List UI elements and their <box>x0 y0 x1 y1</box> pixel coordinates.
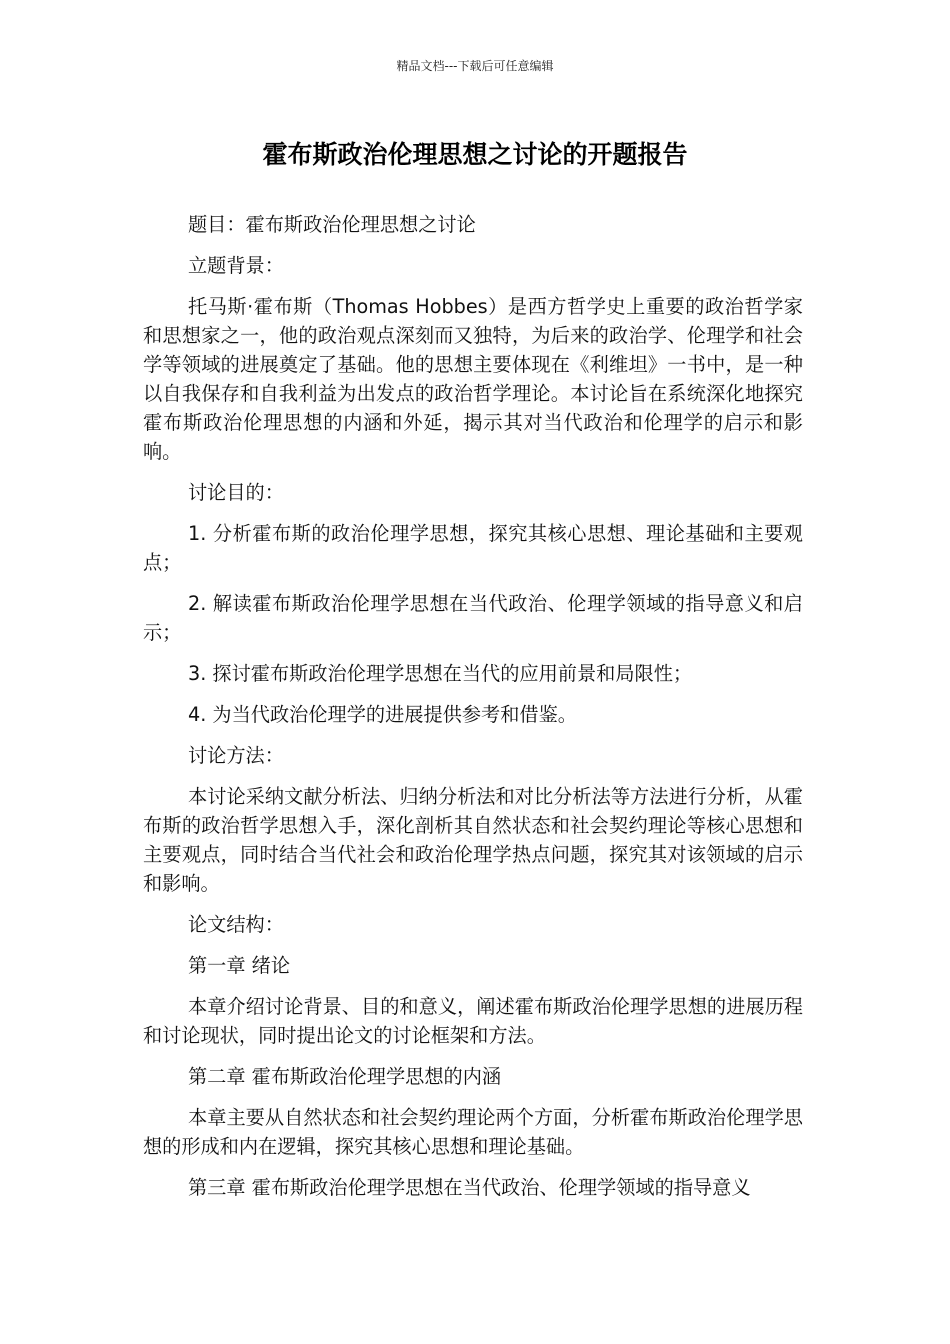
section-heading-background: 立题背景： <box>188 254 284 277</box>
topic-line: 题目：霍布斯政治伦理思想之讨论 <box>188 213 476 236</box>
objective-item-1: 1. 分析霍布斯的政治伦理学思想，探究其核心思想、理论基础和主要观点； <box>143 522 803 574</box>
section-heading-objectives: 讨论目的： <box>188 481 284 504</box>
objective-item-4: 4. 为当代政治伦理学的进展提供参考和借鉴。 <box>188 703 577 726</box>
methods-paragraph: 本讨论采纳文献分析法、归纳分析法和对比分析法等方法进行分析，从霍布斯的政治哲学思想入手，深化剖析其自然状态和社会契约理论等核心思想和主要观点，同时结合当代社会和政治伦理学热点问题，探究其对该领域的启示和影响。 <box>143 785 803 895</box>
running-header: 精品文档---下载后可任意编辑 <box>396 59 554 73</box>
section-heading-methods: 讨论方法： <box>188 744 284 767</box>
chapter-1-heading: 第一章 绪论 <box>188 954 291 977</box>
document-body <box>143 210 803 1214</box>
background-paragraph: 托马斯·霍布斯（Thomas Hobbes）是西方哲学史上重要的政治哲学家和思想家之一，他的政治观点深刻而又独特，为后来的政治学、伦理学和社会学等领域的进展奠定了基础。他的思想主要体现在《利维坦》一书中，是一种以自我保存和自我利益为出发点的政治哲学理论。本讨论旨在系统深化地探究霍布斯政治伦理思想的内涵和外延，揭示其对当代政治和伦理学的启示和影响。 <box>143 295 803 463</box>
chapter-2-summary: 本章主要从自然状态和社会契约理论两个方面，分析霍布斯政治伦理学思想的形成和内在逻辑，探究其核心思想和理论基础。 <box>143 1106 803 1158</box>
section-heading-structure: 论文结构： <box>188 913 284 936</box>
document-title: 霍布斯政治伦理思想之讨论的开题报告 <box>262 140 688 169</box>
chapter-2-heading: 第二章 霍布斯政治伦理学思想的内涵 <box>188 1065 502 1088</box>
objective-item-3: 3. 探讨霍布斯政治伦理学思想在当代的应用前景和局限性； <box>188 662 693 685</box>
objective-item-2: 2. 解读霍布斯政治伦理学思想在当代政治、伦理学领域的指导意义和启示； <box>143 592 803 644</box>
chapter-3-heading: 第三章 霍布斯政治伦理学思想在当代政治、伦理学领域的指导意义 <box>188 1176 751 1199</box>
chapter-1-summary: 本章介绍讨论背景、目的和意义，阐述霍布斯政治伦理学思想的进展历程和讨论现状，同时提出论文的讨论框架和方法。 <box>143 995 803 1047</box>
